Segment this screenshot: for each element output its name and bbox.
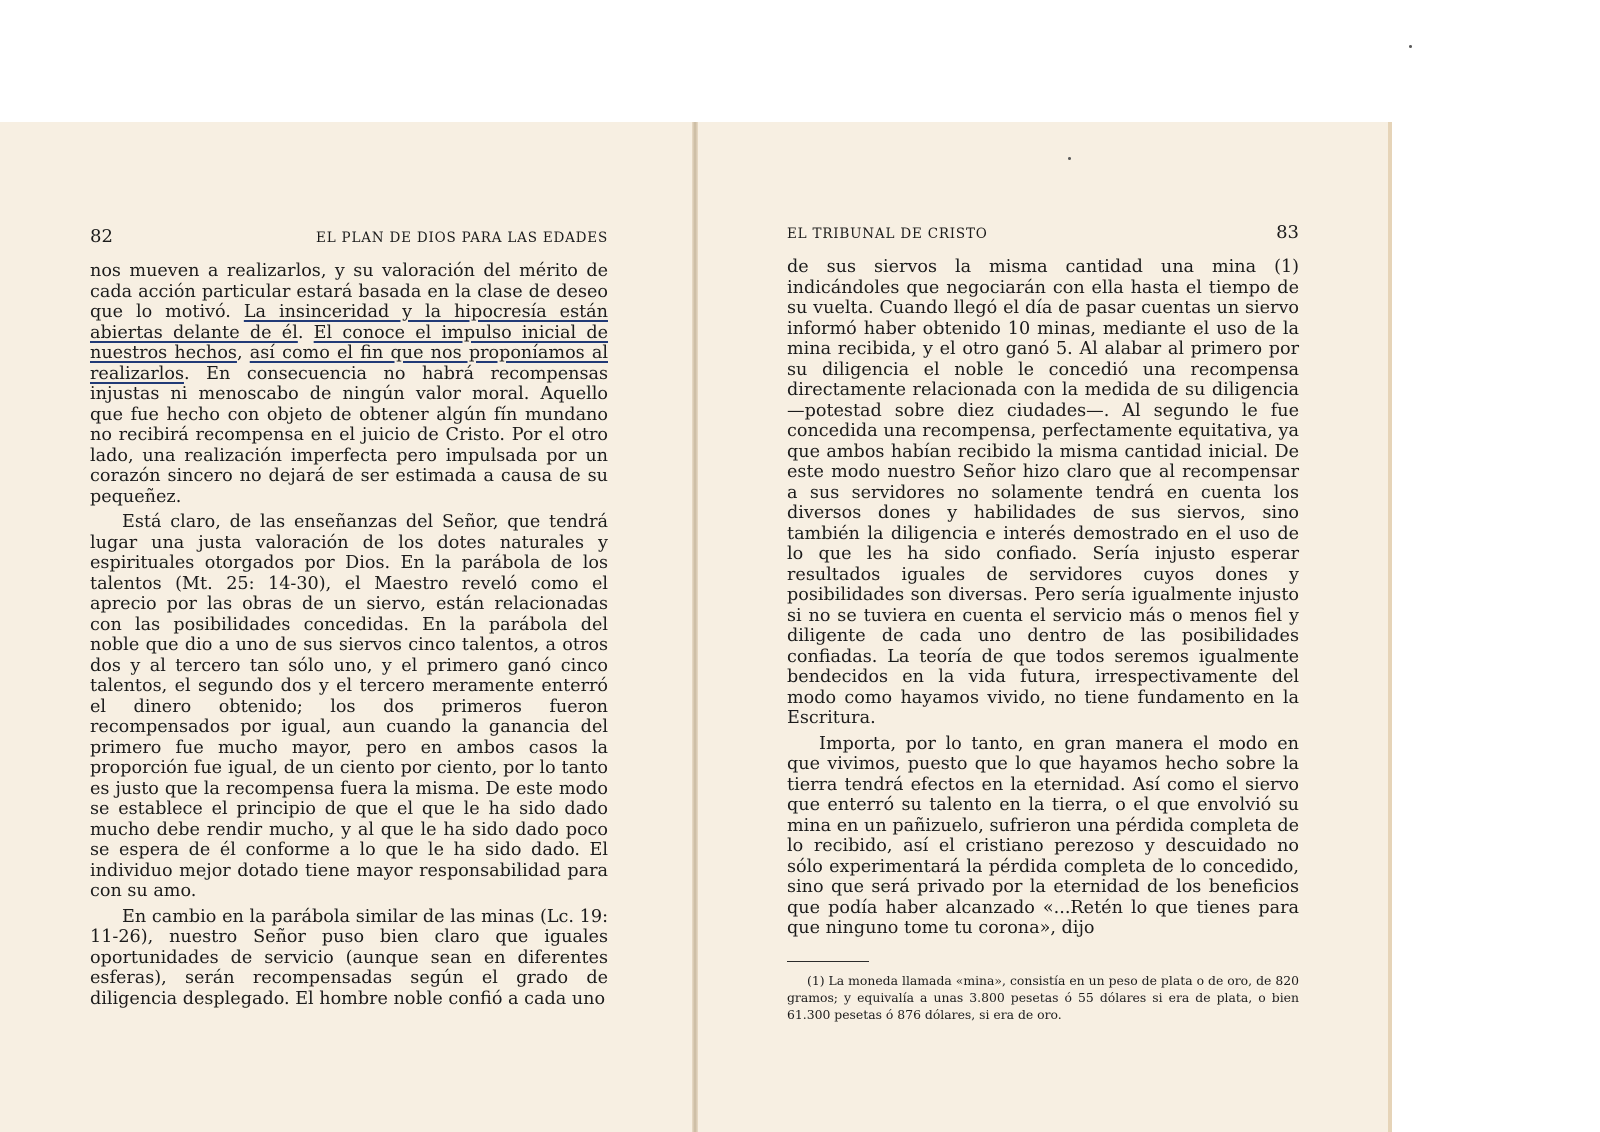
paragraph: En cambio en la parábola similar de las minas (Lc. 19: 11-26), nuestro Señor puso bien claro que iguales oportunidades de servicio (aunque sean en diferentes esferas), serán recompensadas según el grado de diligencia desplegado. El hombre noble confió a cada uno [90,906,608,1009]
paragraph [90,261,608,507]
underlined-text: El conoce el impulso inicial de nuestros hechos [90,322,609,363]
text-segment: nos mueven a realizarlos, y su valoración del mérito de cada acción particular estará basada en la clase de deseo que lo motivó. [90,261,608,322]
text-segment: , [236,343,250,363]
paragraph: Importa, por lo tanto, en gran manera el modo en que vivimos, puesto que lo que hayamos hecho sobre la tierra tendrá efectos en la eternidad. Así como el siervo que enterró su talento en la tierra, o el que envolvió su mina en un pañizuelo, sufrieron una pérdida completa de lo recibido, así el cristiano perezoso y descuidado no sólo experimentará la pérdida completa de lo concedido, sino que será privado por la eternidad de los beneficios que podía haber alcanzado «...Retén lo que tienes para que ninguno tome tu corona», dijo [787,733,1300,938]
right-page-header [787,221,1299,245]
underlined-text: La insinceridad y la hipocresía están abiertas delante de él [90,302,608,343]
footnote: (1) La moneda llamada «mina», consistía en un peso de plata o de oro, de 820 gramos; y equivalía a unas 3.800 pesetas ó 55 dólares si era de plata, o bien 61.300 pesetas ó 876 dólares, si era de oro. [787,972,1299,1022]
speck-mark [1068,157,1071,160]
page-number: 82 [90,226,113,247]
right-page [787,221,1299,1023]
paragraph: Está claro, de las enseñanzas del Señor, que tendrá lugar una justa valoración de los dotes naturales y espirituales otorgados por Dios. En la parábola de los talentos (Mt. 25: 14-30), el Maestro reveló como el aprecio por las obras de un siervo, están relacionadas con las posibilidades concedidas. En la parábola del noble que dio a uno de sus siervos cinco talentos, a otros dos y al tercero tan sólo uno, y el primero ganó cinco talentos, el segundo dos y el tercero meramente enterró el dinero obtenido; los dos primeros fueron recompensados por igual, aun cuando la ganancia del primero fue mucho mayor, pero en ambos casos la proporción fue igual, de un ciento por ciento, por lo tanto es justo que la recompensa fuera la misma. De este modo se establece el principio de que el que le ha sido dado mucho debe rendir mucho, y al que le ha sido dado poco se espera de él conforme a lo que le ha sido dado. El individuo mejor dotado tiene mayor responsabilidad para con su amo. [90,512,608,901]
text-segment: . En consecuencia no habrá recompensas injustas ni menoscabo de ningún valor moral. Aquello que fue hecho con objeto de obtener algún fín mundano no recibirá recompensa en el juicio de Cristo. Por el otro lado, una realización imperfecta pero impulsada por un corazón sincero no dejará de ser estimada a causa de su pequeñez. [90,363,608,507]
paragraph: de sus siervos la misma cantidad una mina (1) indicándoles que negociarán con ella hasta el tiempo de su vuelta. Cuando llegó el día de pasar cuentas un siervo informó haber obtenido 10 minas, mediante el uso de la mina recibida, y el otro ganó 5. Al alabar al primero por su diligencia el noble le concedió una recompensa directamente relacionada con la medida de su diligencia —potestad sobre diez ciudades—. Al segundo le fue concedida una recompensa, perfectamente equitativa, ya que ambos habían recibido la misma cantidad inicial. De este modo nuestro Señor hizo claro que al recompensar a sus servidores no solamente tendrá en cuenta los diversos dones y habilidades de sus siervos, sino también la diligencia e interés demostrado en el uso de lo que les ha sido confiado. Sería injusto esperar resultados iguales de servidores cuyos dones y posibilidades son diversas. Pero sería igualmente injusto si no se tuviera en cuenta el servicio más o menos fiel y diligente de cada uno dentro de las posibilidades confiadas. La teoría de que todos seremos igualmente bendecidos en la vida futura, irrespectivamente del modo como hayamos vivido, no tiene fundamento en la Escritura. [787,257,1299,728]
page-number: 83 [1276,222,1299,243]
page-edge [1388,122,1392,1132]
running-title: EL TRIBUNAL DE CRISTO [787,226,988,242]
left-page [90,225,608,1009]
speck-mark [1409,45,1412,48]
book-spine [692,122,698,1132]
running-title: EL PLAN DE DIOS PARA LAS EDADES [316,230,608,246]
footnote-divider [787,961,869,962]
underlined-text: así como el fin que nos proponíamos al realizarlos [90,343,608,384]
left-page-header [90,225,608,249]
text-segment: . [297,322,314,343]
